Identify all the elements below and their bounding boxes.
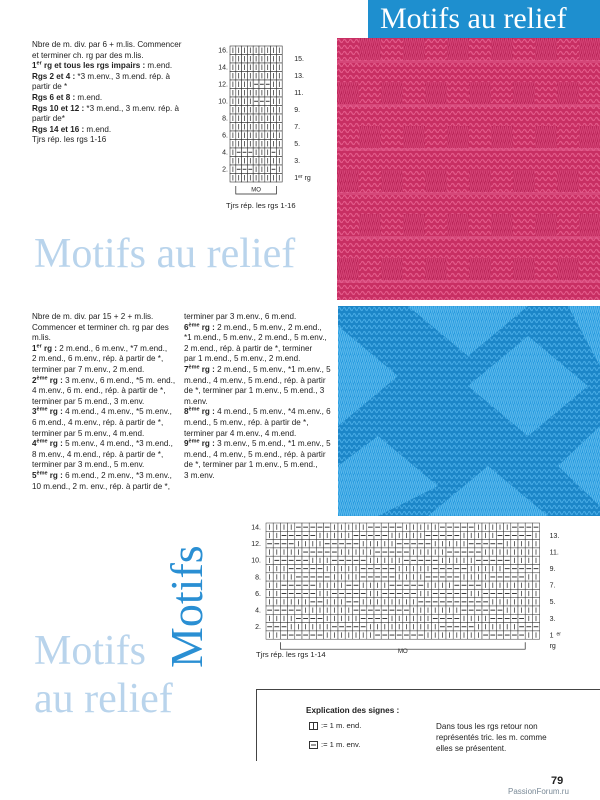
- purl-symbol-icon: [309, 741, 318, 749]
- legend-knit: [309, 721, 361, 730]
- motif1-row: 1er rg et tous les rgs impairs : m.end.: [32, 60, 173, 71]
- vertical-title: Motifs: [161, 545, 212, 668]
- chart2-caption: Tjrs rép. les rgs 1-14: [256, 650, 326, 660]
- motif1-row: Rgs 10 et 12 : *3 m.end., 3 m.env. rép. à: [32, 103, 179, 113]
- chart1-row-label: 12.: [218, 81, 228, 89]
- chart1-row-label: 11.: [294, 90, 304, 97]
- mo-bracket: [280, 642, 525, 649]
- chart2-row-label: 13.: [549, 532, 560, 540]
- section-title: Motifs au relief: [34, 231, 296, 277]
- instruction-line: Nbre de m. div. par 15 + 2 + m.lis.: [32, 312, 154, 321]
- instruction-line: 7ème rg : 2 m.end., 5 m.env., *1 m.env., 5: [184, 364, 331, 374]
- legend-purl: [309, 740, 360, 749]
- header-title: Motifs au relief: [380, 2, 567, 35]
- instruction-line: 6ème rg : 2 m.end., 5 m.env., 2 m.end.,: [184, 321, 322, 332]
- chart1-row-label: 14.: [218, 64, 228, 72]
- chart2-row-label: 7.: [549, 582, 556, 590]
- knitting-chart-1: [212, 36, 312, 210]
- motif1-row: Rgs 14 et 16 : m.end.: [32, 124, 112, 134]
- page-number: 79: [551, 775, 564, 787]
- chart2-row-label: 3.: [549, 615, 556, 623]
- chart1-row-label: 13.: [294, 73, 304, 80]
- motif2-instructions-col2: [184, 312, 334, 482]
- chart2-row-label: 5.: [549, 599, 556, 607]
- instruction-line: 2 m.end., 6 m.env., rép. à partir de *,: [32, 354, 164, 364]
- section-title-line1: Motifs: [34, 628, 147, 674]
- blue-knit-photo: [338, 306, 600, 516]
- legend-title: Explication des signes :: [306, 706, 400, 715]
- chart1-row-label: 8.: [222, 115, 228, 123]
- instruction-line: 6 m.end., 4 m.env., rép. à partir de *,: [32, 417, 164, 427]
- instruction-line: terminer par 7 m.env., 2 m.end.: [32, 364, 145, 374]
- chart2-first-row-label: 1 $^{er}$: [549, 631, 561, 640]
- instruction-line: 10 m.end., 2 m. env., rép. à partir de *,: [32, 481, 170, 491]
- motif1-line: Tjrs rép. les rgs 1-16: [32, 135, 107, 145]
- chart2-row-label: 14.: [251, 524, 261, 532]
- chart1-row-label: 4.: [222, 149, 228, 157]
- instruction-line: terminer par 3 m.env., 6 m.end.: [184, 312, 297, 321]
- instruction-line: m.env.: [184, 396, 208, 406]
- motif1-line: partir de*: [32, 114, 65, 124]
- instruction-line: Commencer et terminer ch. rg par des: [32, 322, 169, 332]
- chart1-caption: Tjrs rép. les rgs 1-16: [226, 201, 296, 210]
- instruction-line: 3ème rg : 4 m.end., 4 m.env., *5 m.env.,: [32, 406, 172, 417]
- chart2-row-label: 9.: [549, 566, 556, 573]
- chart2-rg-label: rg: [549, 642, 556, 650]
- instruction-line: de *, terminer par 1 m.env., 5 m.end.,: [184, 460, 318, 470]
- chart2-row-label: 4.: [255, 607, 261, 615]
- motif1-line: partir de *: [32, 82, 68, 92]
- chart1-row-label: 7.: [294, 124, 301, 131]
- instruction-line: 4 m.env., 6 m. end., rép. à partir de *,: [32, 386, 166, 396]
- chart1-grid: [230, 46, 282, 182]
- section-title-line2: au relief: [34, 676, 173, 722]
- instruction-line: terminer par 4 m.env., 4 m.end.: [184, 428, 297, 438]
- chart2-row-label: 8.: [255, 574, 261, 582]
- chart1-row-label: 10.: [218, 98, 228, 106]
- chart1-mo-label: MO: [251, 187, 261, 194]
- instruction-line: terminer par 3 m.end., 5 m.env.: [32, 460, 145, 470]
- chart1-row-label: 3.: [294, 158, 301, 165]
- instruction-line: de *, terminer par 1 m.env., 5 m.end., 3: [184, 386, 325, 396]
- chart2-row-label: 12.: [251, 541, 261, 549]
- instruction-line: 2 m.end., rép. à partir de *, terminer: [184, 343, 313, 353]
- motif1-line: et terminer ch. rg par des m.lis.: [32, 50, 144, 60]
- watermark: PassionForum.ru: [508, 787, 569, 796]
- instruction-line: terminer par 5 m.end., 3 m.env.: [32, 396, 145, 406]
- instruction-line: m.end., 4 m.env., 5 m.end., rép. à partir: [184, 449, 326, 459]
- instruction-line: 8ème rg : 4 m.end., 5 m.env., *4 m.env., 6: [184, 406, 331, 417]
- motif1-instructions: [32, 40, 210, 146]
- chart1-first-row-label: 1er rg: [294, 174, 311, 182]
- instruction-line: 2ème rg : 3 m.env., 6 m.end., *5 m. end.,: [32, 374, 176, 385]
- chart1-row-label: 6.: [222, 132, 228, 140]
- chart1-row-label: 2.: [222, 166, 228, 174]
- chart2-grid: [266, 523, 540, 639]
- instruction-line: *1 m.end., 5 m.env., 2 m.end., 5 m.env.,: [184, 333, 327, 343]
- instruction-line: 1er rg : 2 m.end., 6 m.env., *7 m.end.,: [32, 343, 168, 353]
- motif1-line: Nbre de m. div. par 6 + m.lis. Commencer: [32, 40, 182, 49]
- instruction-line: m.lis.: [32, 333, 51, 343]
- chart2-mo-label: MO: [397, 649, 408, 656]
- chart2-row-label: 6.: [255, 590, 261, 598]
- legend-knit-label: := 1 m. end.: [321, 721, 362, 730]
- knit-symbol-icon: [309, 722, 318, 730]
- instruction-line: 9ème rg : 3 m.env., 5 m.end., *1 m.env., 5: [184, 438, 331, 449]
- chart2-row-label: 10.: [251, 557, 261, 565]
- legend-note: Dans tous les rgs retour non représentés tric. les m. comme elles se présentent.: [436, 722, 547, 753]
- chart1-row-label: 9.: [294, 107, 301, 114]
- chart1-row-label: 5.: [294, 141, 301, 148]
- instruction-line: 4ème rg : 5 m.env., 4 m.end., *3 m.end.,: [32, 438, 173, 449]
- instruction-line: 5ème rg : 6 m.end., 2 m.env., *3 m.env.,: [32, 470, 172, 480]
- pink-knit-photo: [337, 38, 600, 300]
- instruction-line: m.end., 5 m.env., rép. à partir de *,: [184, 417, 309, 427]
- instruction-line: par 1 m.end., 5 m.env., 2 m.end.: [184, 354, 301, 364]
- instruction-line: terminer par 5 m.env., 4 m.end.: [32, 428, 145, 438]
- motif1-row: Rgs 6 et 8 : m.end.: [32, 92, 103, 102]
- legend-purl-label: := 1 m. env.: [321, 740, 361, 749]
- chart1-row-label: 15.: [294, 56, 304, 63]
- chart2-row-label: 11.: [549, 549, 559, 557]
- knitting-chart-2: [244, 520, 574, 668]
- instruction-line: 8 m.env., 4 m.end., rép. à partir de *,: [32, 449, 164, 459]
- motif2-instructions-col1: [32, 312, 178, 492]
- instruction-line: 3 m.env.: [184, 470, 215, 480]
- chart2-row-label: 2.: [255, 624, 261, 632]
- instruction-line: m.end., 4 m.env., 5 m.end., rép. à partir: [184, 375, 326, 385]
- motif1-row: Rgs 2 et 4 : *3 m.env., 3 m.end. rép. à: [32, 71, 170, 81]
- chart1-row-label: 16.: [218, 47, 228, 55]
